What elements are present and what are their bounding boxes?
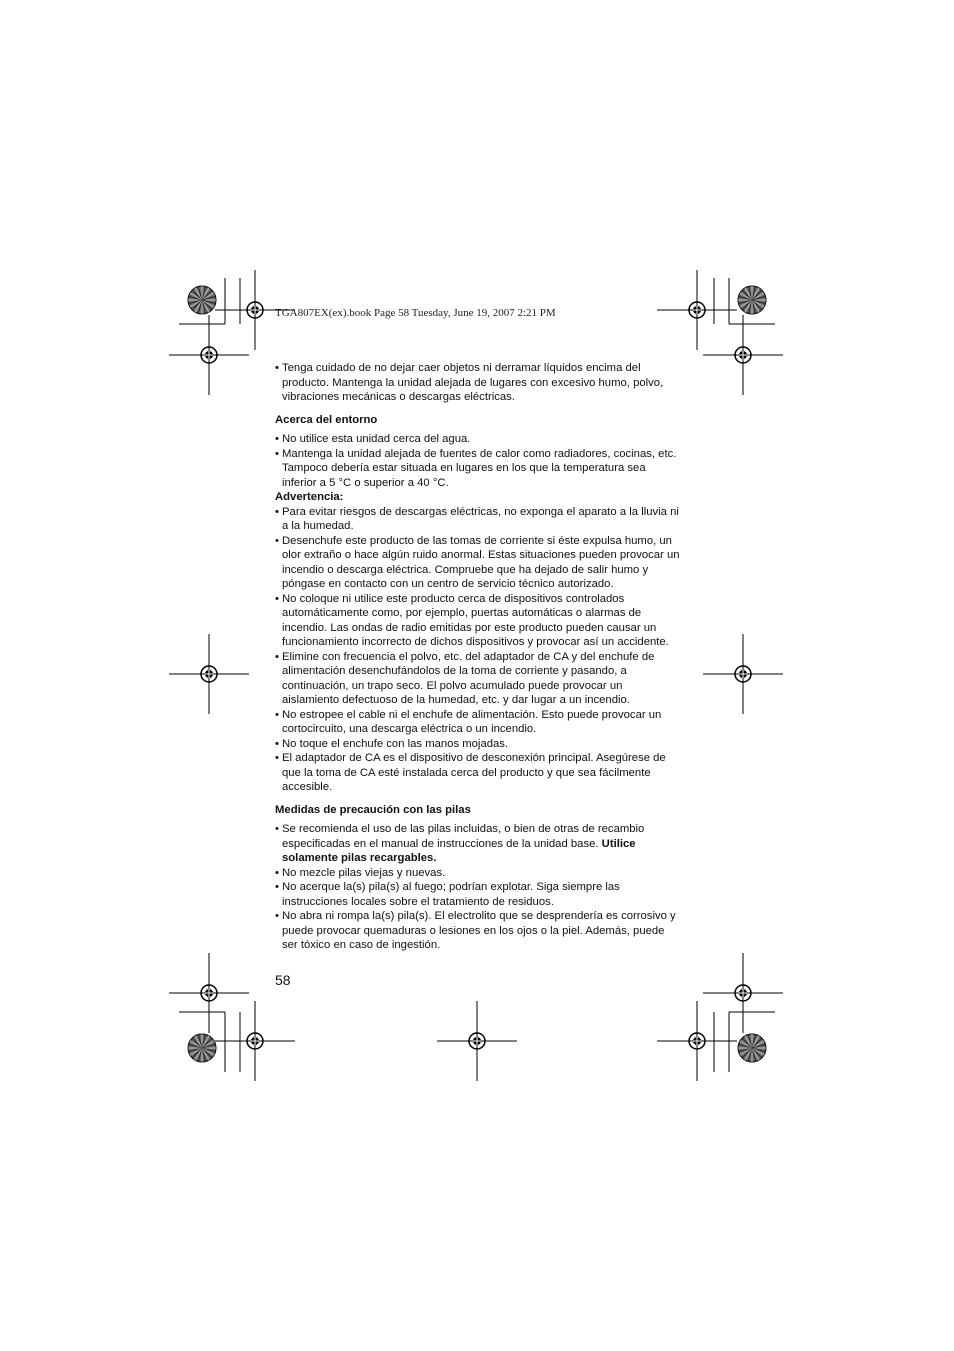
advertencia-bullet: • El adaptador de CA es el dispositivo de desconexión principal. Asegúrese de que la toma de CA esté instalada cerca del producto y que sea fácilmente accesible. [275,751,680,795]
advertencia-bullet: • Desenchufe este producto de las tomas de corriente si éste expulsa humo, un olor extraño o hace algún ruido anormal. Estas situaciones pueden provocar un incendio o descarga eléctrica. Compruebe que ha dejado de salir humo y póngase en contacto con un centro de servicio técnico autorizado. [275,534,680,592]
registration-crosshair-icon [657,1001,737,1081]
heading-advertencia: Advertencia: [275,491,344,503]
page-number: 58 [275,972,291,988]
pilas-bullet: • No acerque la(s) pila(s) al fuego; podrían explotar. Siga siempre las instrucciones locales sobre el tratamiento de residuos. [275,880,680,909]
advertencia-bullet: • Para evitar riesgos de descargas eléctricas, no exponga el aparato a la lluvia ni a la humedad. [275,505,680,534]
color-target-icon [188,286,216,314]
registration-crosshair-icon [703,634,783,714]
registration-crosshair-icon [703,315,783,395]
heading-entorno: Acerca del entorno [275,413,378,426]
pilas-bullet: • No mezcle pilas viejas y nuevas. [275,866,680,881]
pilas-bullet: • No abra ni rompa la(s) pila(s). El electrolito que se desprendería es corrosivo y puede provocar quemaduras o lesiones en los ojos o la piel. Además, puede ser tóxico en caso de ingestión. [275,909,680,953]
pilas-bullet-emphasis: Utilice solamente pilas recargables. [282,837,636,864]
advertencia-bullet: • No coloque ni utilice este producto cerca de dispositivos controlados automáticamente como, por ejemplo, puertas automáticas o alarmas de incendio. Las ondas de radio emitidas por este producto pueden causar un funcionamiento incorrecto de dichos dispositivos y provocar así un accidente. [275,592,680,650]
color-target-icon [738,1034,766,1062]
entorno-bullet: • No utilice esta unidad cerca del agua. [275,432,680,447]
advertencia-bullet: • No estropee el cable ni el enchufe de alimentación. Esto puede provocar un cortocircuito, una descarga eléctrica o un incendio. [275,708,680,737]
color-target-icon [188,1034,216,1062]
registration-crosshair-icon [169,315,249,395]
registration-crosshair-icon [169,634,249,714]
heading-pilas: Medidas de precaución con las pilas [275,803,471,816]
registration-crosshair-icon [703,953,783,1033]
registration-crosshair-icon [657,270,737,350]
print-header: TGA807EX(ex).book Page 58 Tuesday, June 19, 2007 2:21 PM [275,307,556,319]
intro-bullet: • Tenga cuidado de no dejar caer objetos ni derramar líquidos encima del producto. Mantenga la unidad alejada de lugares con excesivo humo, polvo, vibraciones mecánicas o descargas eléctricas. [275,361,680,405]
entorno-bullet: • Mantenga la unidad alejada de fuentes de calor como radiadores, cocinas, etc. Tampoco debería estar situada en lugares en los que la temperatura sea inferior a 5 °C o superior a 40 °C. [275,447,680,491]
pilas-bullet-text: Se recomienda el uso de las pilas incluidas, o bien de otras de recambio especificadas en el manual de instrucciones de la unidad base. [282,823,645,850]
color-target-icon [738,286,766,314]
document-body [275,361,680,953]
advertencia-bullet: • No toque el enchufe con las manos mojadas. [275,737,680,752]
registration-crosshair-icon [437,1001,517,1081]
advertencia-bullet: • Elimine con frecuencia el polvo, etc. del adaptador de CA y del enchufe de alimentación desenchufándolos de la toma de corriente y pasando, a continuación, un trapo seco. El polvo acumulado puede provocar un aislamiento defectuoso de la humedad, etc. y dar lugar a un incendio. [275,650,680,708]
registration-crosshair-icon [215,1001,295,1081]
registration-crosshair-icon [169,953,249,1033]
pilas-bullet [275,822,680,866]
